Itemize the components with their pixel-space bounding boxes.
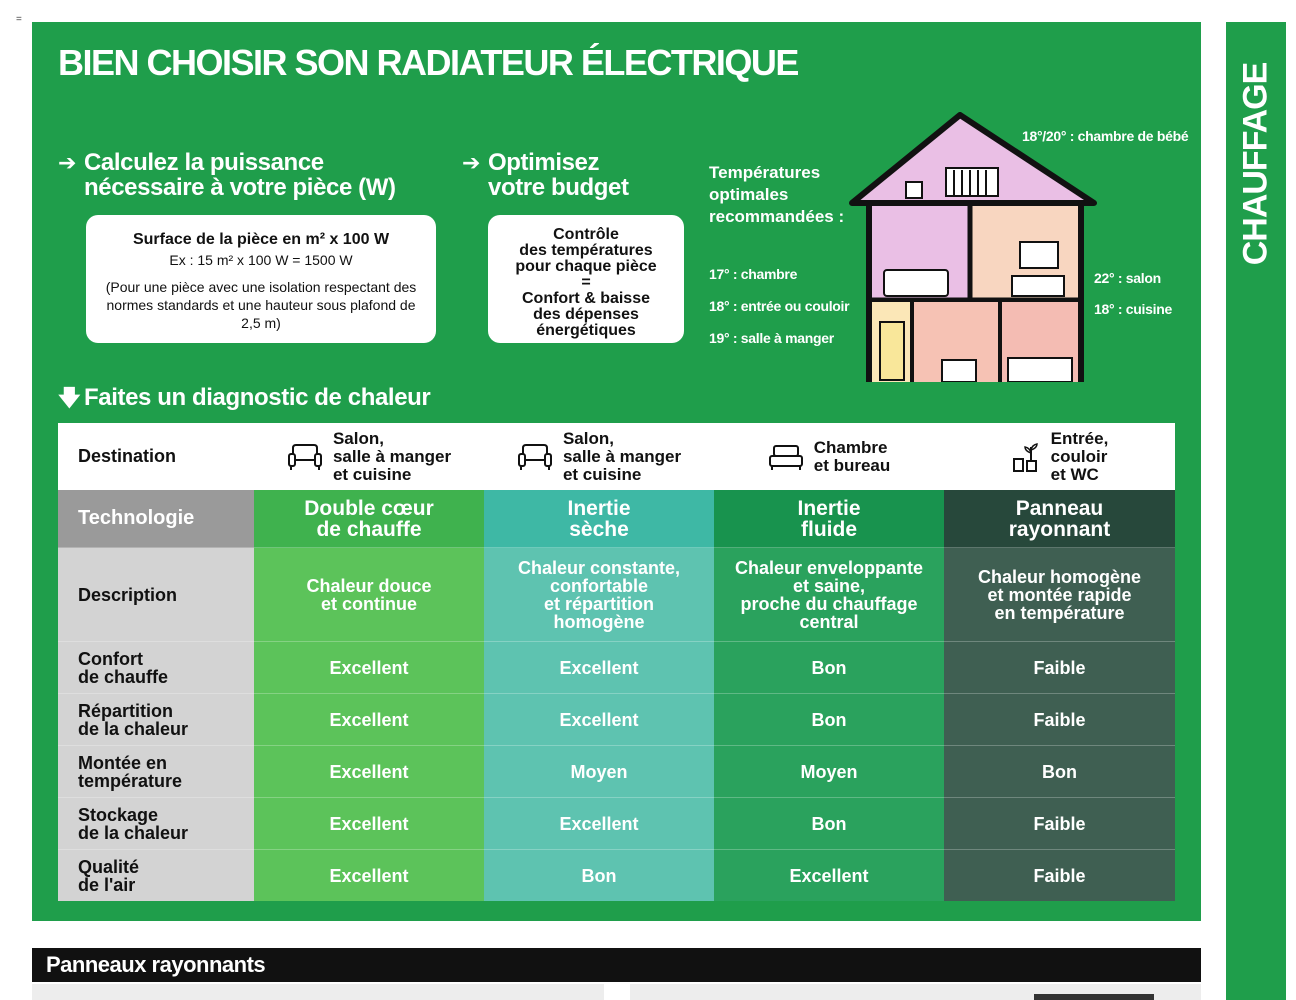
budget-line: énergétiques [536,322,636,339]
budget-equals: = [581,274,591,291]
row-label: Stockage de la chaleur [58,798,254,850]
power-formula: Surface de la pièce en m² x 100 W [132,231,390,248]
table-cell: Faible [944,642,1175,694]
corner-mark: = [16,14,22,25]
power-formula-box [86,215,436,343]
armchair-icon [287,442,323,472]
diagnostic-heading-text: Faites un diagnostic de chaleur [84,384,431,411]
heating-guide-panel [32,22,1201,921]
destination-cell [484,423,714,490]
house-illustration [842,112,1132,382]
table-cell: Excellent [484,798,714,850]
table-cell: Excellent [254,746,484,798]
product-card-top [32,984,604,1000]
temp-living: 22° : salon [1094,270,1161,286]
destination-text: Salon, salle à manger et cuisine [332,428,452,484]
table-cell: Bon [714,694,944,746]
table-cell: Bon [944,746,1175,798]
temp-dining: 19° : salle à manger [709,330,834,346]
budget-box [488,215,684,343]
table-row [58,798,1175,850]
table-cell: Bon [714,798,944,850]
table-row [58,746,1175,798]
row-label: Confort de chauffe [58,642,254,694]
budget-line: pour chaque pièce [515,258,657,275]
destination-cell [254,423,484,490]
bed-icon [768,442,804,472]
destination-cell [714,423,944,490]
temp-heading-line1: Températures [709,163,821,182]
temp-heading-line2: optimales [709,185,789,204]
table-cell: Chaleur homogène et montée rapide en température [944,548,1175,642]
table-row [58,850,1175,902]
destination-text: Chambre et bureau [813,437,891,475]
temp-kitchen: 18° : cuisine [1094,301,1172,317]
table-row [58,548,1175,642]
table-row [58,642,1175,694]
budget-heading-line1: Optimisez [488,149,600,176]
page-title: BIEN CHOISIR SON RADIATEUR ÉLECTRIQUE [58,42,798,83]
destination-row [58,423,1175,490]
destination-text: Salon, salle à manger et cuisine [562,428,682,484]
table-cell: Chaleur enveloppante et saine, proche du chauffage central [714,548,944,642]
table-cell: Bon [484,850,714,902]
diagnostic-table [58,423,1175,901]
table-cell: Excellent [254,798,484,850]
row-label: Description [58,548,254,642]
section-header-bar [32,948,1201,982]
row-label: Répartition de la chaleur [58,694,254,746]
diagnostic-heading [58,384,431,411]
table-cell: Excellent [254,642,484,694]
product-image-edge [1034,994,1154,1000]
category-side-band [1226,22,1286,1000]
power-note: (Pour une pièce avec une isolation respectant des normes standards et une hauteur sous plafond de 2,5 m) [105,279,417,331]
table-cell: Excellent [254,694,484,746]
calc-heading-line2: nécessaire à votre pièce (W) [84,174,396,201]
budget-line: Confort & baisse [521,290,650,307]
budget-line: des températures [519,242,653,259]
table-cell: Chaleur douce et continue [254,548,484,642]
table-cell: Faible [944,694,1175,746]
armchair-icon [517,442,553,472]
budget-line: des dépenses [533,306,639,323]
calc-heading-line1: Calculez la puissance [84,149,324,176]
table-cell: Moyen [714,746,944,798]
destination-text: Entrée, couloir et WC [1050,428,1109,484]
table-cell: Excellent [254,850,484,902]
arrow-right-icon: ➔ [462,150,481,175]
table-cell: Excellent [484,694,714,746]
calc-power-heading [58,149,396,201]
tech-double-coeur: Double cœur de chauffe [254,490,484,548]
section-title: Panneaux rayonnants [46,952,266,977]
category-label: CHAUFFAGE [1236,62,1275,266]
budget-line: Contrôle [553,226,619,243]
table-cell: Faible [944,798,1175,850]
destination-cell [944,423,1175,490]
arrow-right-icon: ➔ [58,150,77,175]
table-cell: Faible [944,850,1175,902]
temp-baby: 18°/20° : chambre de bébé [1022,128,1189,144]
table-cell: Excellent [714,850,944,902]
row-label: Qualité de l'air [58,850,254,902]
temp-bedroom: 17° : chambre [709,266,798,282]
budget-heading [462,149,629,201]
table-cell: Excellent [484,642,714,694]
power-example: Ex : 15 m² x 100 W = 1500 W [169,252,353,268]
technology-label: Technologie [58,490,254,548]
budget-heading-line2: votre budget [488,174,629,201]
arrow-down-icon: 🡇 [58,385,81,410]
tech-inertie-fluide: Inertie fluide [714,490,944,548]
tech-inertie-seche: Inertie sèche [484,490,714,548]
technology-row [58,490,1175,548]
row-label: Montée en température [58,746,254,798]
table-cell: Bon [714,642,944,694]
temp-heading-line3: recommandées : [709,207,845,226]
destination-label: Destination [58,423,254,490]
temp-entry: 18° : entrée ou couloir [709,298,850,314]
tech-panneau-rayonnant: Panneau rayonnant [944,490,1175,548]
table-cell: Moyen [484,746,714,798]
plant-icon [1011,441,1041,473]
table-row [58,694,1175,746]
table-cell: Chaleur constante, confortable et répartition homogène [484,548,714,642]
